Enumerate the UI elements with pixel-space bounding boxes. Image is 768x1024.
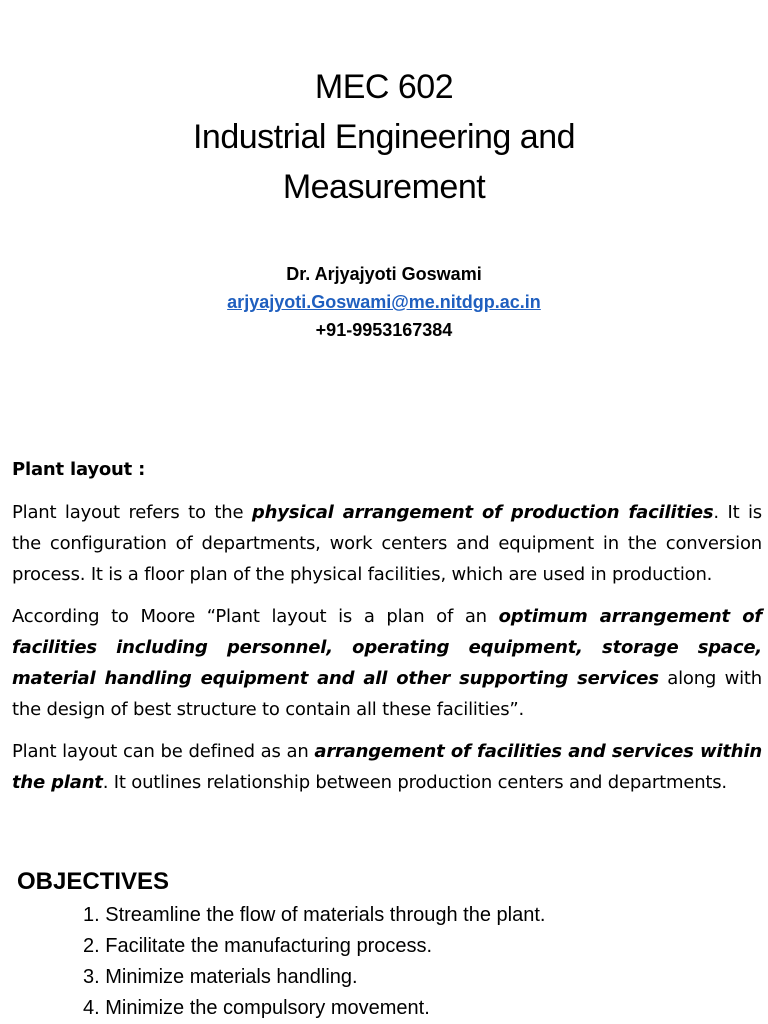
list-item: 3. Minimize materials handling.	[83, 966, 358, 988]
paragraph-definition	[12, 497, 762, 590]
course-title-line-2: Measurement	[282, 168, 486, 206]
objectives-list	[83, 900, 757, 1024]
paragraph-text: According to Moore “Plant layout is a plan of an	[12, 606, 499, 627]
paragraph-arrangement	[12, 736, 762, 798]
author-name: Dr. Arjyajyoti Goswami	[286, 264, 482, 284]
section-heading: Plant layout :	[12, 459, 146, 480]
objectives-heading: OBJECTIVES	[17, 868, 170, 895]
list-item: 2. Facilitate the manufacturing process.	[83, 935, 433, 957]
author-phone: +91-9953167384	[315, 320, 453, 340]
emphasis-text: arrangement of facilities and services within the plant	[12, 741, 762, 793]
paragraph-text: Plant layout refers to the	[12, 502, 252, 523]
emphasis-text: optimum arrangement of facilities including personnel, operating equipment, storage space, material handling equipment and all other supporting services	[12, 606, 762, 689]
objectives-section	[17, 864, 757, 1024]
course-code: MEC 602	[314, 68, 454, 106]
author-email-link[interactable]: arjyajyoti.Goswami@me.nitdgp.ac.in	[227, 292, 541, 312]
paragraph-text: . It is the configuration of departments, work centers and equipment in the conversion process. It is a floor plan of the physical facilities, which are used in production.	[12, 502, 762, 585]
plant-layout-section	[12, 454, 762, 809]
paragraph-moore-quote	[12, 601, 762, 725]
course-title-line-1: Industrial Engineering and	[192, 118, 576, 156]
slide-title	[0, 62, 768, 212]
paragraph-text: Plant layout can be defined as an	[12, 741, 315, 762]
emphasis-text: physical arrangement of production facilities	[251, 502, 714, 523]
list-item: 1. Streamline the flow of materials through the plant.	[83, 904, 546, 926]
list-item: 4. Minimize the compulsory movement.	[83, 997, 430, 1019]
paragraph-text: along with the design of best structure to contain all these facilities”.	[12, 668, 762, 720]
paragraph-text: . It outlines relationship between production centers and departments.	[102, 772, 727, 793]
author-info	[0, 260, 768, 344]
